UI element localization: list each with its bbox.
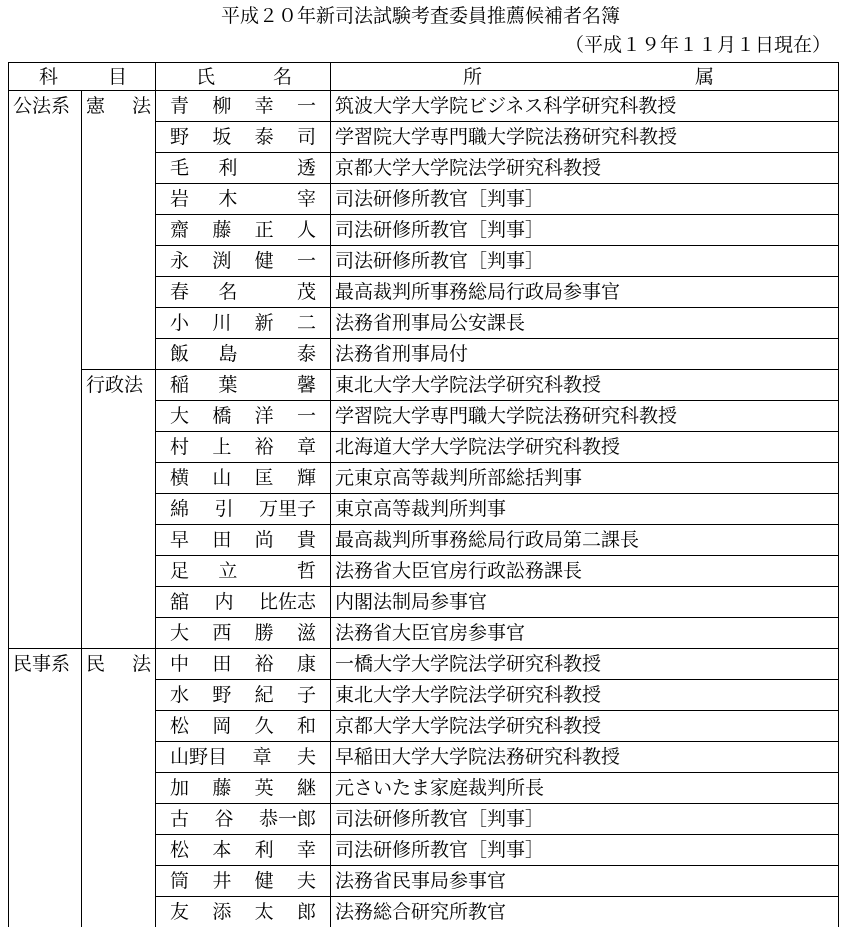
name-part: 万里子 — [259, 495, 316, 524]
name-part: 裕 — [255, 650, 274, 679]
name-part: 引 — [214, 495, 233, 524]
document-title: 平成２０年新司法試験考査委員推薦候補者名簿 — [0, 4, 841, 28]
name-part — [267, 154, 268, 183]
name-part: 勝 — [255, 619, 274, 648]
name-part: 利 — [218, 154, 237, 183]
name-part: 哲 — [297, 557, 316, 586]
candidate-name — [156, 246, 331, 277]
candidate-name — [156, 649, 331, 680]
name-part: 本 — [212, 836, 231, 865]
header-affiliation — [331, 63, 839, 91]
name-part: 齋 — [170, 216, 189, 245]
candidate-affiliation: 京都大学大学院法学研究科教授 — [331, 711, 839, 742]
candidate-name — [156, 215, 331, 246]
name-part: 幸 — [255, 92, 274, 121]
name-part: 舘 — [170, 588, 189, 617]
candidate-affiliation: 元さいたま家庭裁判所長 — [331, 773, 839, 804]
header-name-char-2: 名 — [273, 64, 292, 90]
candidate-name — [156, 122, 331, 153]
name-part: 島 — [218, 340, 237, 369]
candidate-affiliation: 学習院大学専門職大学院法務研究科教授 — [331, 401, 839, 432]
candidate-name — [156, 339, 331, 370]
candidate-name — [156, 401, 331, 432]
candidate-name — [156, 463, 331, 494]
name-part: 透 — [297, 154, 316, 183]
candidate-affiliation: 法務総合研究所教官 — [331, 897, 839, 927]
name-part — [267, 557, 268, 586]
name-part: 太 — [255, 898, 274, 927]
candidate-affiliation: 筑波大学大学院ビジネス科学研究科教授 — [331, 91, 839, 122]
name-part: 飯 — [170, 340, 189, 369]
name-part: 馨 — [297, 371, 316, 400]
name-part: 毛 — [170, 154, 189, 183]
header-name-char-1: 氏 — [196, 64, 215, 90]
name-part: 横 — [170, 464, 189, 493]
name-part: 藤 — [212, 216, 231, 245]
table-row — [9, 91, 839, 122]
candidate-name — [156, 556, 331, 587]
candidate-name — [156, 711, 331, 742]
candidate-affiliation: 法務省刑事局公安課長 — [331, 308, 839, 339]
candidate-table — [8, 62, 839, 927]
candidate-affiliation: 東北大学大学院法学研究科教授 — [331, 370, 839, 401]
header-name — [156, 63, 331, 91]
header-affiliation-char-1: 所 — [463, 64, 482, 90]
candidate-affiliation: 京都大学大学院法学研究科教授 — [331, 153, 839, 184]
name-part: 夫 — [297, 867, 316, 896]
candidate-affiliation: 法務省刑事局付 — [331, 339, 839, 370]
candidate-affiliation: 法務省大臣官房参事官 — [331, 618, 839, 649]
field-cell — [9, 649, 82, 927]
name-part: 筒 — [170, 867, 189, 896]
name-part: 輝 — [297, 464, 316, 493]
candidate-name — [156, 680, 331, 711]
name-part: 坂 — [212, 123, 231, 152]
name-part: 章 — [297, 433, 316, 462]
name-part: 継 — [297, 774, 316, 803]
header-subject-char-1: 科 — [39, 64, 58, 90]
name-part: 水 — [170, 681, 189, 710]
name-part — [267, 278, 268, 307]
name-part: 健 — [255, 247, 274, 276]
name-part: 幸 — [297, 836, 316, 865]
candidate-name — [156, 370, 331, 401]
name-part: 藤 — [212, 774, 231, 803]
name-part: 立 — [218, 557, 237, 586]
subject-label: 民 — [86, 650, 105, 679]
candidate-name — [156, 494, 331, 525]
name-part: 田 — [212, 526, 231, 555]
name-part: 一 — [297, 402, 316, 431]
name-part: 紀 — [255, 681, 274, 710]
name-part: 恭一郎 — [259, 805, 316, 834]
name-part: 友 — [170, 898, 189, 927]
name-part: 尚 — [255, 526, 274, 555]
candidate-name — [156, 153, 331, 184]
candidate-affiliation: 司法研修所教官［判事］ — [331, 215, 839, 246]
name-part: 村 — [170, 433, 189, 462]
header-subject — [9, 63, 156, 91]
candidate-name — [156, 184, 331, 215]
name-part: 康 — [297, 650, 316, 679]
name-part: 内 — [214, 588, 233, 617]
name-part: 橋 — [212, 402, 231, 431]
subject-label: 法 — [132, 92, 151, 121]
candidate-affiliation: 元東京高等裁判所部総括判事 — [331, 463, 839, 494]
date-note: （平成１９年１１月１日現在） — [565, 33, 831, 57]
name-part: 一 — [297, 92, 316, 121]
name-part: 和 — [297, 712, 316, 741]
name-part: 貴 — [297, 526, 316, 555]
table-row — [9, 649, 839, 680]
name-part: 葉 — [218, 371, 237, 400]
name-part: 茂 — [297, 278, 316, 307]
name-part: 永 — [170, 247, 189, 276]
field-cell — [9, 91, 82, 649]
name-part — [267, 371, 268, 400]
name-part: 匡 — [255, 464, 274, 493]
name-part: 宰 — [297, 185, 316, 214]
name-part: 井 — [212, 867, 231, 896]
candidate-name — [156, 773, 331, 804]
name-part: 春 — [170, 278, 189, 307]
candidate-name — [156, 91, 331, 122]
name-part: 田 — [212, 650, 231, 679]
candidate-name — [156, 835, 331, 866]
name-part: 岩 — [170, 185, 189, 214]
name-part: 大 — [170, 619, 189, 648]
name-part: 大 — [170, 402, 189, 431]
name-part: 松 — [170, 836, 189, 865]
name-part: 西 — [212, 619, 231, 648]
name-part: 谷 — [214, 805, 233, 834]
name-part: 青 — [170, 92, 189, 121]
name-part: 岡 — [212, 712, 231, 741]
name-part: 野 — [212, 681, 231, 710]
candidate-name — [156, 277, 331, 308]
name-part: 加 — [170, 774, 189, 803]
name-part: 夫 — [297, 743, 316, 772]
name-part: 名 — [218, 278, 237, 307]
name-part: 添 — [212, 898, 231, 927]
subject-label: 憲 — [86, 92, 105, 121]
subject-cell — [82, 370, 156, 649]
name-part: 滋 — [297, 619, 316, 648]
name-part: 二 — [297, 309, 316, 338]
candidate-affiliation: 一橋大学大学院法学研究科教授 — [331, 649, 839, 680]
candidate-affiliation: 東京高等裁判所判事 — [331, 494, 839, 525]
name-part: 山 — [212, 464, 231, 493]
name-part: 正 — [255, 216, 274, 245]
field-label: 公法系 — [13, 95, 70, 117]
name-part: 英 — [255, 774, 274, 803]
candidate-affiliation: 学習院大学専門職大学院法務研究科教授 — [331, 122, 839, 153]
candidate-affiliation: 司法研修所教官［判事］ — [331, 804, 839, 835]
candidate-affiliation: 早稲田大学大学院法務研究科教授 — [331, 742, 839, 773]
table-header-row — [9, 63, 839, 91]
subject-cell — [82, 91, 156, 370]
name-part: 司 — [297, 123, 316, 152]
candidate-affiliation: 東北大学大学院法学研究科教授 — [331, 680, 839, 711]
candidate-affiliation: 最高裁判所事務総局行政局参事官 — [331, 277, 839, 308]
name-part: 中 — [170, 650, 189, 679]
name-part: 人 — [297, 216, 316, 245]
name-part: 小 — [170, 309, 189, 338]
candidate-affiliation: 司法研修所教官［判事］ — [331, 835, 839, 866]
subject-cell — [82, 649, 156, 927]
name-part: 久 — [255, 712, 274, 741]
name-part: 早 — [170, 526, 189, 555]
name-part — [267, 185, 268, 214]
name-part: 柳 — [212, 92, 231, 121]
candidate-name — [156, 308, 331, 339]
name-part: 泰 — [297, 340, 316, 369]
name-part — [267, 340, 268, 369]
candidate-affiliation: 内閣法制局参事官 — [331, 587, 839, 618]
name-part: 裕 — [255, 433, 274, 462]
name-part: 古 — [170, 805, 189, 834]
name-part: 比佐志 — [259, 588, 316, 617]
name-part: 一 — [297, 247, 316, 276]
candidate-name — [156, 866, 331, 897]
name-part: 新 — [255, 309, 274, 338]
name-part: 木 — [218, 185, 237, 214]
name-part: 稲 — [170, 371, 189, 400]
name-part: 子 — [297, 681, 316, 710]
candidate-name — [156, 618, 331, 649]
name-part: 泰 — [255, 123, 274, 152]
table-row — [9, 370, 839, 401]
name-part: 利 — [255, 836, 274, 865]
candidate-name — [156, 804, 331, 835]
name-part: 健 — [255, 867, 274, 896]
name-part: 綿 — [170, 495, 189, 524]
name-part: 松 — [170, 712, 189, 741]
candidate-affiliation: 最高裁判所事務総局行政局第二課長 — [331, 525, 839, 556]
candidate-affiliation: 法務省大臣官房行政訟務課長 — [331, 556, 839, 587]
name-part: 山野目 — [170, 743, 227, 772]
name-part: 洋 — [255, 402, 274, 431]
name-part: 郎 — [297, 898, 316, 927]
name-part: 野 — [170, 123, 189, 152]
candidate-affiliation: 法務省民事局参事官 — [331, 866, 839, 897]
candidate-table-body — [9, 63, 839, 927]
field-label: 民事系 — [13, 653, 70, 675]
header-subject-char-2: 目 — [108, 64, 127, 90]
header-affiliation-char-2: 属 — [695, 64, 714, 90]
candidate-name — [156, 897, 331, 927]
name-part: 渕 — [212, 247, 231, 276]
candidate-name — [156, 525, 331, 556]
subject-label: 法 — [132, 650, 151, 679]
subject-label: 行政法 — [86, 371, 143, 400]
name-part: 川 — [212, 309, 231, 338]
candidate-affiliation: 北海道大学大学院法学研究科教授 — [331, 432, 839, 463]
candidate-affiliation: 司法研修所教官［判事］ — [331, 184, 839, 215]
candidate-affiliation: 司法研修所教官［判事］ — [331, 246, 839, 277]
candidate-name — [156, 432, 331, 463]
candidate-name — [156, 587, 331, 618]
name-part: 章 — [252, 743, 271, 772]
name-part: 足 — [170, 557, 189, 586]
candidate-name — [156, 742, 331, 773]
name-part: 上 — [212, 433, 231, 462]
